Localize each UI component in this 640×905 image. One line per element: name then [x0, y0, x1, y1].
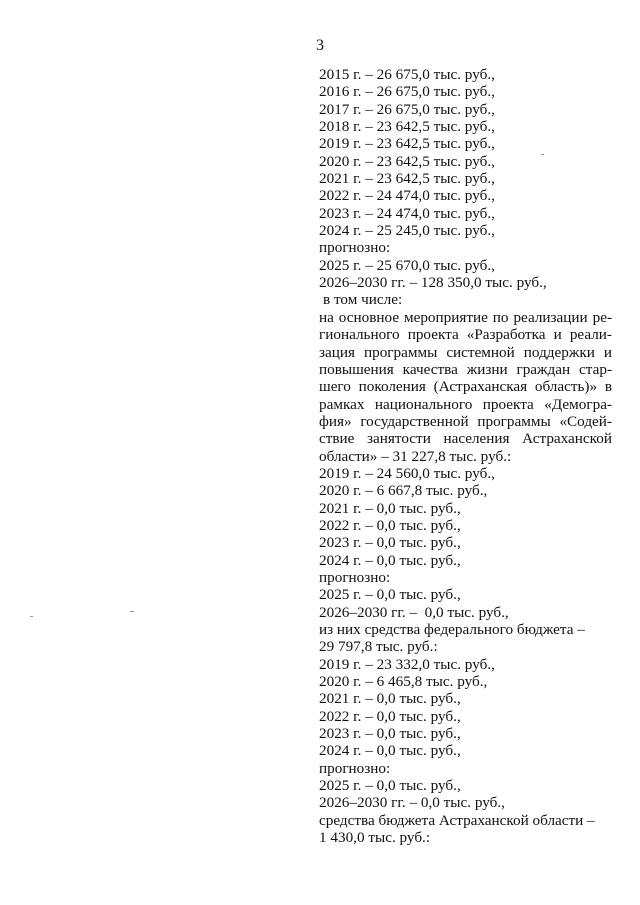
text-line: 2019 г. – 24 560,0 тыс. руб.,: [319, 464, 495, 482]
text-line: 2021 г. – 0,0 тыс. руб.,: [319, 690, 461, 708]
text-line: 2016 г. – 26 675,0 тыс. руб.,: [319, 83, 495, 101]
text-line: 2019 г. – 23 642,5 тыс. руб.,: [319, 135, 495, 153]
text-line: 2020 г. – 23 642,5 тыс. руб.,: [319, 152, 495, 170]
text-line: прогнозно:: [319, 239, 391, 257]
text-line: 29 797,8 тыс. руб.:: [319, 638, 438, 656]
text-line: прогнозно:: [319, 568, 391, 586]
text-line: 2023 г. – 24 474,0 тыс. руб.,: [319, 204, 495, 222]
text-line: 2022 г. – 0,0 тыс. руб.,: [319, 516, 461, 534]
text-line: области» – 31 227,8 тыс. руб.:: [319, 447, 512, 465]
text-line: гионального проекта «Разработка и реали-: [319, 326, 612, 344]
text-line: 1 430,0 тыс. руб.:: [319, 829, 431, 847]
text-line: 2026–2030 гг. – 0,0 тыс. руб.,: [319, 794, 505, 812]
text-line: 2022 г. – 24 474,0 тыс. руб.,: [319, 187, 495, 205]
text-line: шего поколения (Астраханская область)» в: [319, 378, 612, 396]
text-line: фия» государственной программы «Содей-: [319, 412, 612, 430]
scan-speck: [130, 611, 134, 612]
text-line: 2023 г. – 0,0 тыс. руб.,: [319, 534, 461, 552]
text-line: на основное мероприятие по реализации ре-: [319, 308, 612, 326]
text-line: рамках национального проекта «Демогра-: [319, 395, 612, 413]
text-line: 2026–2030 гг. – 0,0 тыс. руб.,: [319, 603, 509, 621]
funding-text-block: [319, 66, 612, 846]
text-line: 2025 г. – 0,0 тыс. руб.,: [319, 777, 461, 795]
text-line: 2018 г. – 23 642,5 тыс. руб.,: [319, 118, 495, 136]
text-line: 2021 г. – 23 642,5 тыс. руб.,: [319, 170, 495, 188]
text-line: 2020 г. – 6 667,8 тыс. руб.,: [319, 482, 488, 500]
text-line: средства бюджета Астраханской области –: [319, 811, 595, 829]
text-line: 2021 г. – 0,0 тыс. руб.,: [319, 499, 461, 517]
text-line: из них средства федерального бюджета –: [319, 621, 585, 638]
text-line: 2019 г. – 23 332,0 тыс. руб.,: [319, 655, 495, 673]
text-line: ствие занятости населения Астраханской: [319, 430, 612, 448]
text-line: 2024 г. – 0,0 тыс. руб.,: [319, 742, 461, 760]
text-line: 2024 г. – 25 245,0 тыс. руб.,: [319, 222, 495, 240]
text-line: 2020 г. – 6 465,8 тыс. руб.,: [319, 673, 488, 691]
text-line: в том числе:: [323, 291, 403, 309]
scan-speck: [541, 154, 544, 155]
page-number: 3: [316, 37, 324, 54]
scan-speck: [30, 616, 33, 617]
text-line: 2022 г. – 0,0 тыс. руб.,: [319, 707, 461, 725]
text-line: повышения качества жизни граждан стар-: [319, 360, 612, 378]
text-line: 2025 г. – 25 670,0 тыс. руб.,: [319, 256, 495, 274]
text-line: 2025 г. – 0,0 тыс. руб.,: [319, 586, 461, 604]
text-line: зация программы системной поддержки и: [319, 343, 612, 361]
text-line: 2017 г. – 26 675,0 тыс. руб.,: [319, 100, 495, 118]
text-line: 2015 г. – 26 675,0 тыс. руб.,: [319, 66, 495, 83]
text-line: 2024 г. – 0,0 тыс. руб.,: [319, 551, 461, 569]
text-line: 2026–2030 гг. – 128 350,0 тыс. руб.,: [319, 274, 547, 292]
text-line: прогнозно:: [319, 759, 391, 777]
text-line: 2023 г. – 0,0 тыс. руб.,: [319, 725, 461, 743]
